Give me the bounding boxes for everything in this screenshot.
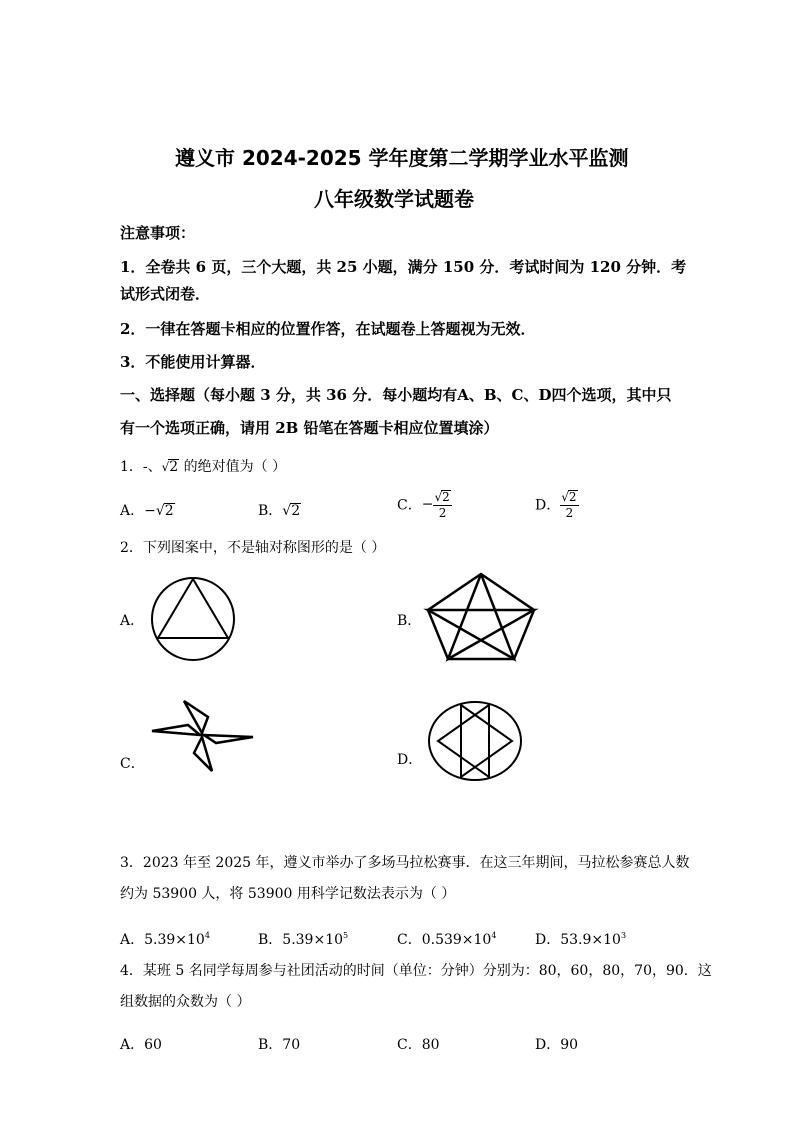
question-1-stem: 1．-、√2 的绝对值为（ ） [120,459,287,475]
radicand: 2 [442,490,450,504]
exponent: 4 [204,931,210,940]
q1-suffix: 的绝对值为（ ） [179,459,287,475]
q2-option-c-label[interactable]: C． [120,756,145,772]
radicand: 2 [291,503,301,519]
radicand: 2 [568,490,577,504]
q3-option-b[interactable] [258,929,348,949]
exam-subtitle: 八年级数学试题卷 [314,187,474,211]
section-heading: 一、选择题（每小题 3 分，共 36 分．每小题均有A、B、C、D四个选项，其中只 [120,386,672,404]
exam-title: 遵义市 2024-2025 学年度第二学期学业水平监测 [175,146,629,170]
notes-item-1-cont: 试形式闭卷． [120,285,211,303]
question-4-stem-cont: 组数据的众数为（ ） [120,994,251,1010]
q3-option-a[interactable] [120,929,210,949]
q1-option-b[interactable]: B．√2 [258,503,301,519]
option-label: A．5.39×10 [120,932,205,948]
fraction: $\frac{√2}{2}$ [434,490,450,521]
minus-sign: − [144,503,156,519]
fraction: $\frac{√2}{2}$ [561,490,577,521]
minus-sign: − [421,496,434,513]
pinwheel-figure [150,695,256,775]
q1-radicand: 2 [169,459,179,475]
question-4-stem: 4．某班 5 名同学每周参与社团活动的时间（单位：分钟）分别为：80，60，80，70，90．这 [120,963,712,979]
option-label: C． [397,497,422,514]
notes-item-1: 1．全卷共 6 页，三个大题，共 25 小题，满分 150 分．考试时间为 120 分钟．考 [120,258,687,276]
q2-option-b-label[interactable]: B． [397,613,422,629]
exponent: 5 [343,931,349,940]
q4-option-b[interactable]: B．70 [258,1037,301,1053]
option-label: D． [535,497,561,514]
q3-option-c[interactable] [397,929,496,949]
option-label: B．5.39×10 [258,932,344,948]
denominator: 2 [565,506,574,521]
circle-hexagram-figure [427,700,523,782]
q1-option-d[interactable] [535,490,579,519]
q4-option-d[interactable]: D．90 [535,1037,579,1053]
q4-option-c[interactable]: C．80 [397,1037,440,1053]
q1-option-c[interactable] [397,490,452,519]
q4-option-a[interactable]: A．60 [120,1037,162,1053]
option-label: C．0.539×10 [397,932,492,948]
q2-option-d-label[interactable]: D． [397,752,423,768]
notes-item-2: 2．一律在答题卡相应的位置作答，在试题卷上答题视为无效． [120,320,536,338]
question-3-stem: 3．2023 年至 2025 年，遵义市举办了多场马拉松赛事．在这三年期间，马拉松参赛总人数 [120,855,690,871]
notes-heading: 注意事项： [120,224,196,242]
q1-option-a[interactable]: A．−√2 [120,503,174,519]
q2-option-a-label[interactable]: A． [120,613,145,629]
exponent: 3 [620,931,627,940]
q3-option-d[interactable] [535,929,626,949]
option-label: B． [258,503,283,519]
q1-prefix: 1．- [120,459,148,475]
radicand: 2 [164,503,174,519]
pentagon-star-figure [425,572,537,662]
circle-triangle-figure [150,576,236,662]
option-label: A． [120,503,145,519]
exponent: 4 [491,931,497,940]
denominator: 2 [438,506,447,521]
question-3-stem-cont: 约为 53900 人，将 53900 用科学记数法表示为（ ） [120,886,456,902]
section-heading-cont: 有一个选项正确，请用 2B 铅笔在答题卡相应位置填涂） [120,419,499,437]
question-2-stem: 2．下列图案中，不是轴对称图形的是（ ） [120,540,386,556]
option-label: D．53.9×10 [535,932,621,948]
notes-item-3: 3．不能使用计算器． [120,353,266,371]
